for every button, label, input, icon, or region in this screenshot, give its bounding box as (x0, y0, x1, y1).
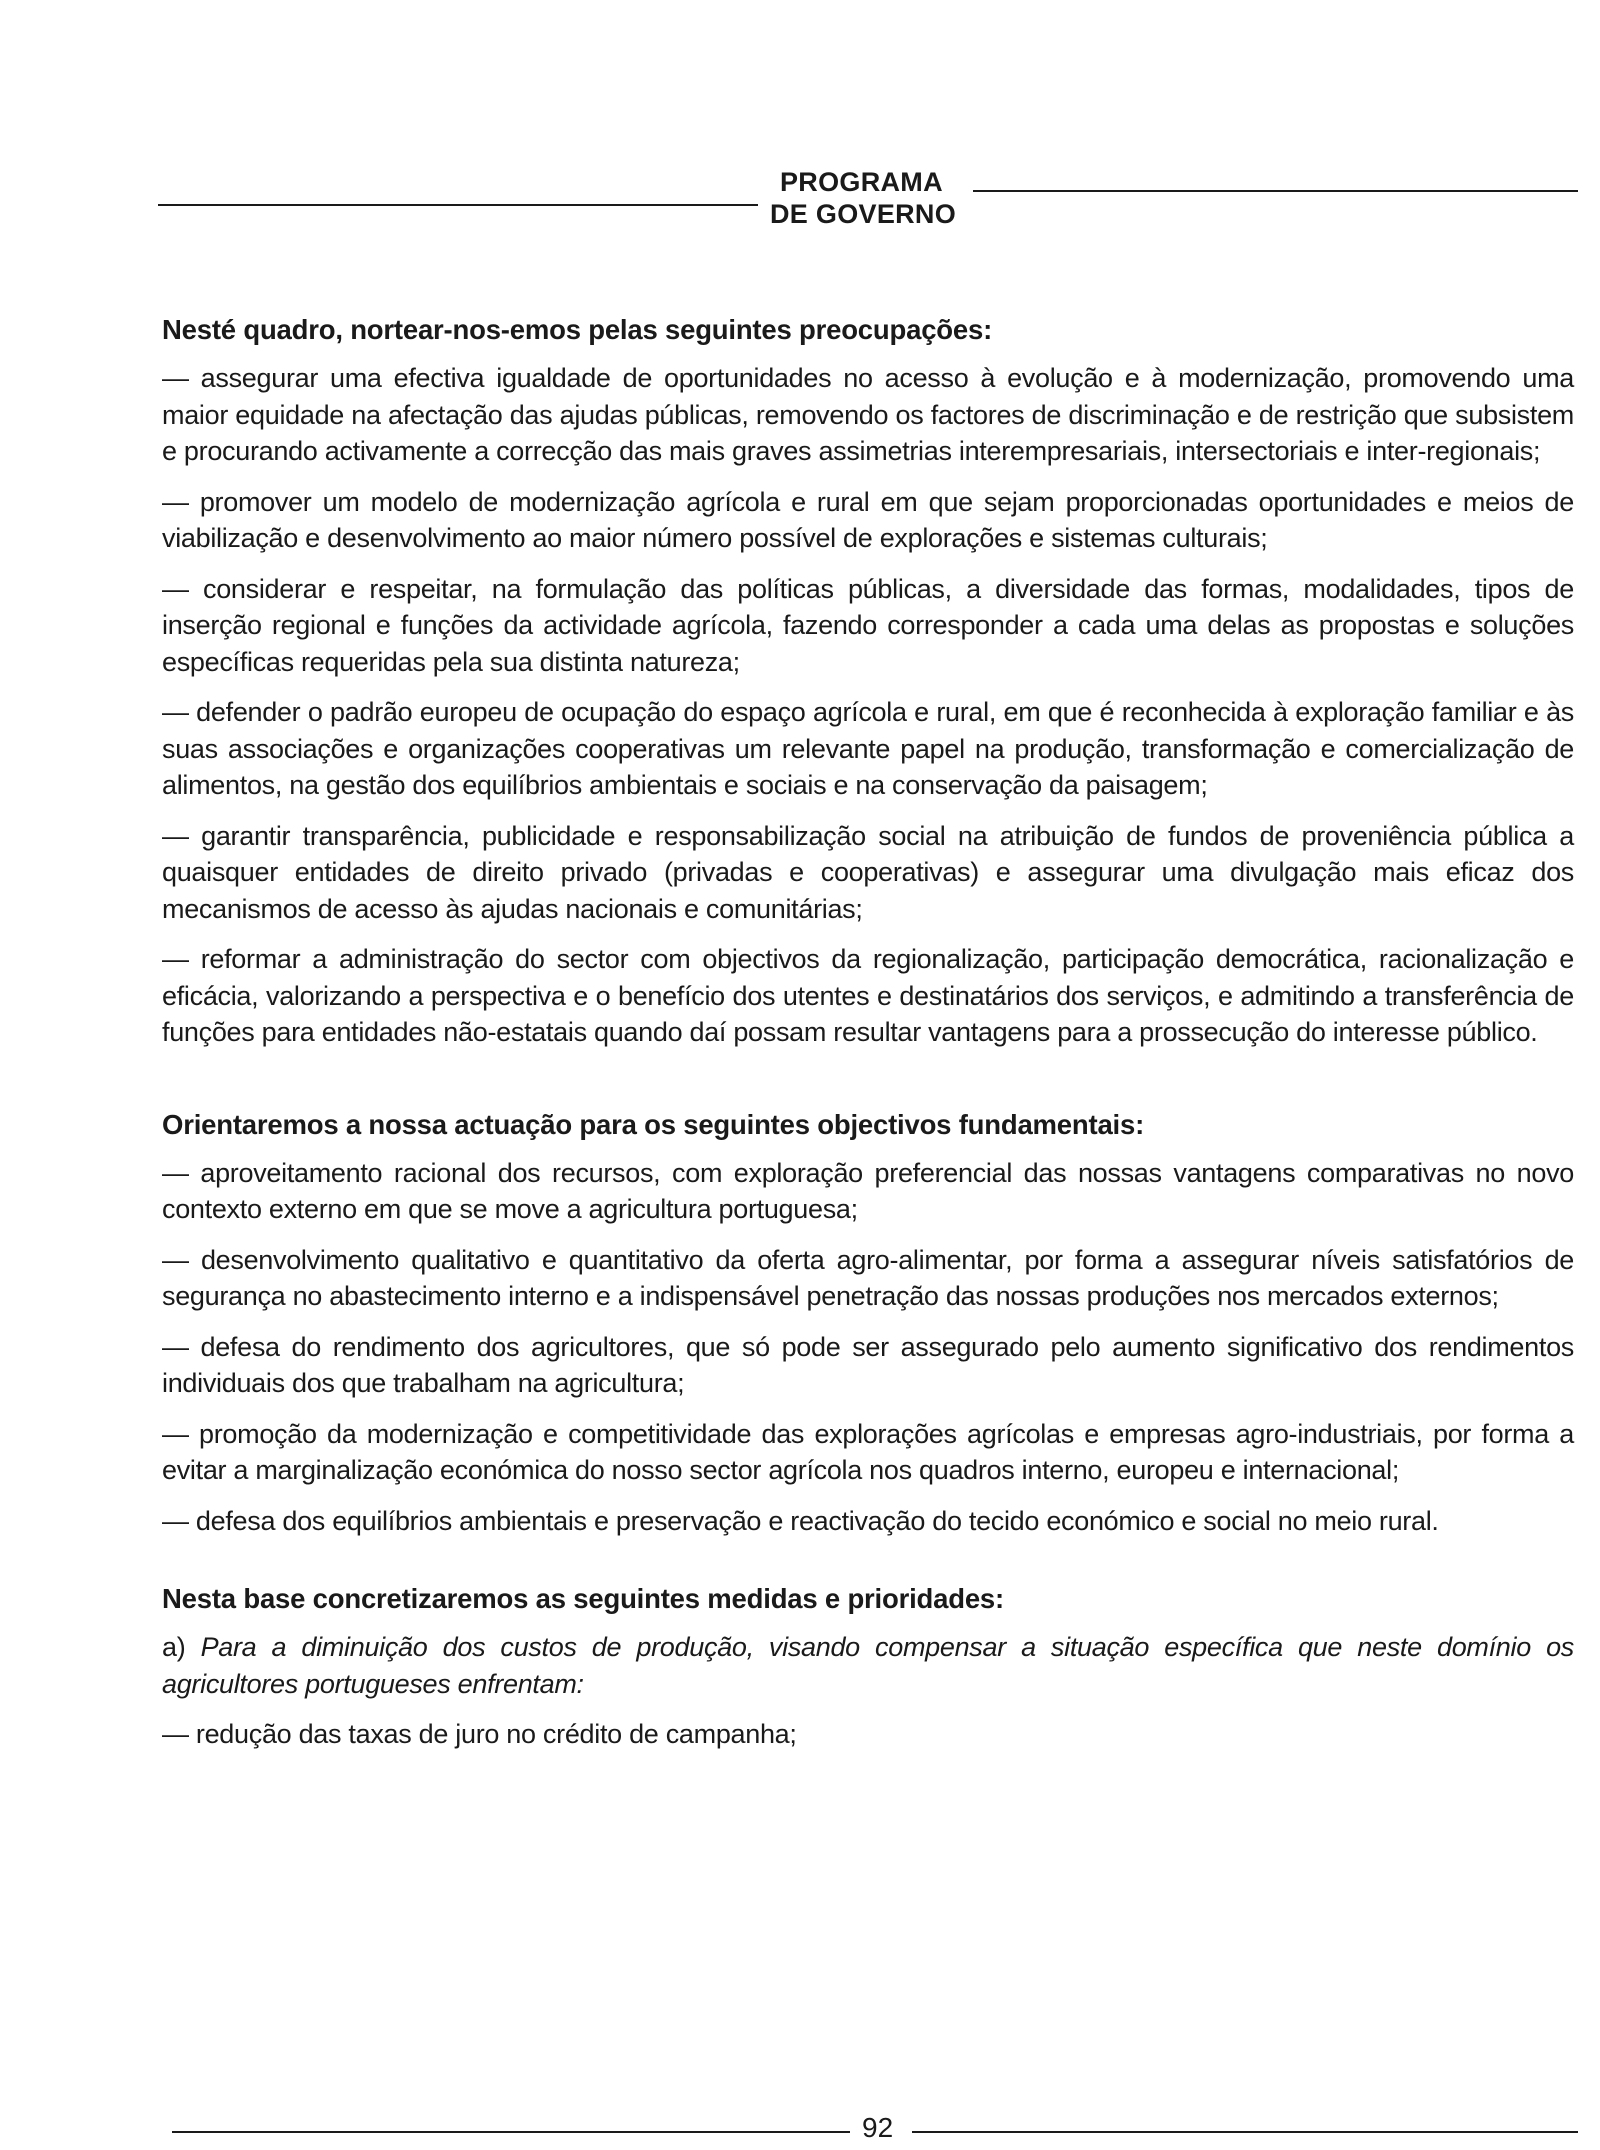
objective-item: — defesa do rendimento dos agricultores, que só pode ser assegurado pelo aumento significativo dos rendimentos individuais dos que trabalham na agricultura; (162, 1331, 1574, 1398)
objective-item: — defesa dos equilíbrios ambientais e preservação e reactivação do tecido económico e social no meio rural. (162, 1505, 1439, 1536)
header-title (770, 166, 956, 230)
measure-item-a (162, 1629, 1574, 1702)
section-heading-measures: Nesta base concretizaremos as seguintes medidas e prioridades: (162, 1583, 1004, 1614)
concern-item: — promover um modelo de modernização agrícola e rural em que sejam proporcionadas oportunidades e meios de viabilização e desenvolvimento ao maior número possível de explorações e sistemas culturais; (162, 486, 1574, 553)
measure-item: — redução das taxas de juro no crédito de campanha; (162, 1719, 797, 1749)
page-footer (172, 2110, 1578, 2150)
header-title-line2: DE GOVERNO (770, 199, 957, 229)
page-header (158, 166, 1578, 236)
header-rule-left (158, 204, 758, 206)
concern-item: — reformar a administração do sector com objectivos da regionalização, participação democrática, racionalização e eficácia, valorizando a perspectiva e o benefício dos utentes e destinatários dos serviços, e admitindo a transferência de funções para entidades não-estatais quando daí possam resultar vantagens para a prossecução do interesse público. (162, 944, 1574, 1047)
section-heading-objectives: Orientaremos a nossa actuação para os seguintes objectivos fundamentais: (162, 1108, 1145, 1140)
section-heading-concerns: Nesté quadro, nortear-nos-emos pelas seguintes preocupações: (162, 314, 993, 345)
objective-item: — aproveitamento racional dos recursos, com exploração preferencial das nossas vantagens comparativas no novo contexto externo em que se move a agricultura portuguesa; (162, 1157, 1574, 1224)
concern-item: — considerar e respeitar, na formulação das políticas públicas, a diversidade das formas, modalidades, tipos de inserção regional e funções da actividade agrícola, fazendo corresponder a cada uma delas as propostas e soluções específicas requeridas pela sua distinta natureza; (162, 573, 1574, 677)
concern-item: — assegurar uma efectiva igualdade de oportunidades no acesso à evolução e à modernização, promovendo uma maior equidade na afectação das ajudas públicas, removendo os factores de discriminação e de restrição que subsistem e procurando activamente a correcção das mais graves assimetrias interempresariais, intersectoriais e inter-regionais; (162, 363, 1574, 466)
header-rule-right (973, 190, 1578, 192)
objective-item: — desenvolvimento qualitativo e quantitativo da oferta agro-alimentar, por forma a assegurar níveis satisfatórios de segurança no abastecimento interno e a indispensável penetração das nossas produções nos mercados externos; (162, 1244, 1574, 1311)
page-number: 92 (862, 2112, 894, 2143)
concern-item: — garantir transparência, publicidade e responsabilização social na atribuição de fundos de proveniência pública a quaisquer entidades de direito privado (privadas e cooperativas) e assegurar uma divulgação mais eficaz dos mecanismos de acesso às ajudas nacionais e comunitárias; (162, 820, 1574, 924)
measure-item-a-prefix: a) (162, 1632, 201, 1662)
footer-rule-right (912, 2131, 1578, 2133)
objective-item: — promoção da modernização e competitividade das explorações agrícolas e empresas agro-industriais, por forma a evitar a marginalização económica do nosso sector agrícola nos quadros interno, europeu e internacional; (162, 1418, 1574, 1485)
footer-rule-left (172, 2131, 850, 2133)
header-title-line1: PROGRAMA (780, 167, 943, 197)
main-content (162, 312, 1574, 1767)
measure-item-a-text: Para a diminuição dos custos de produção, visando compensar a situação específica que neste domínio os agricultores portugueses enfrentam: (162, 1632, 1574, 1699)
concern-item: — defender o padrão europeu de ocupação do espaço agrícola e rural, em que é reconhecida à exploração familiar e às suas associações e organizações cooperativas um relevante papel na produção, transformação e comercialização de alimentos, na gestão dos equilíbrios ambientais e sociais e na conservação da paisagem; (162, 697, 1574, 800)
